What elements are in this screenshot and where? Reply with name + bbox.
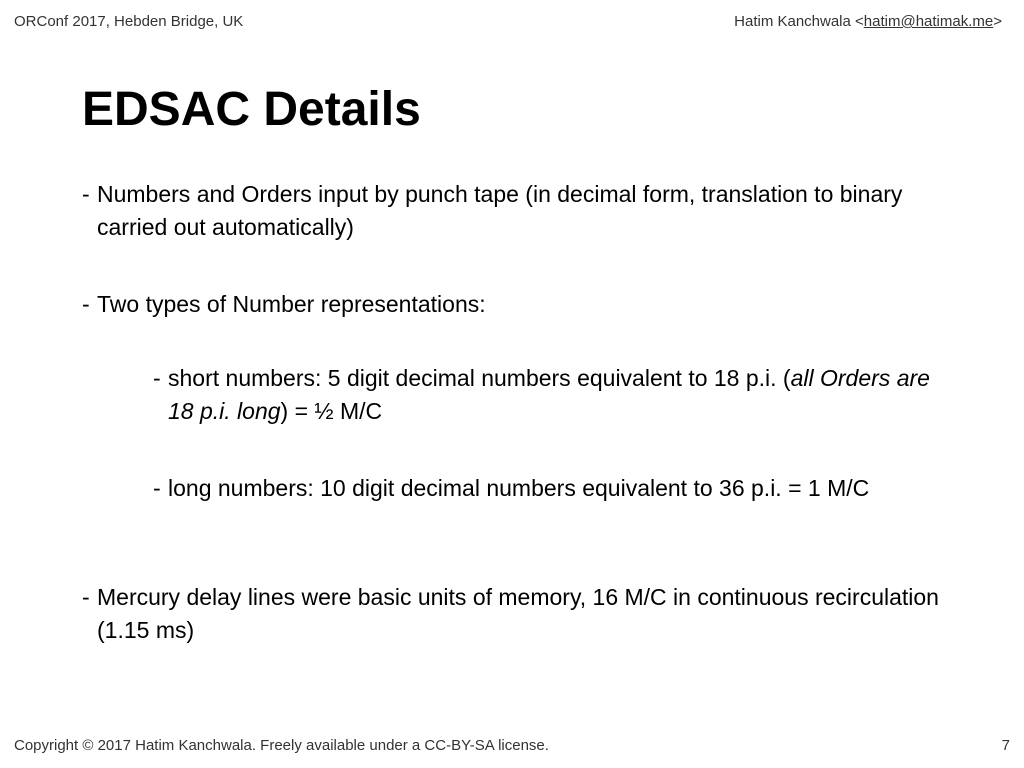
bullet-text: Mercury delay lines were basic units of memory, 16 M/C in continuous recirculation (1.15 ms) (97, 584, 939, 643)
bullet-text-italic: all Orders are 18 p.i. long (168, 365, 930, 424)
sub-bullet-long-numbers (153, 472, 958, 505)
header-event: ORConf 2017, Hebden Bridge, UK (14, 13, 244, 30)
bullet-text (168, 365, 930, 424)
bullet-text-start: short numbers: 5 digit decimal numbers equivalent to 18 p.i. ( (168, 365, 791, 391)
bullet-text: Numbers and Orders input by punch tape (in decimal form, translation to binary carried out automatically) (97, 181, 903, 240)
author-email-link[interactable]: hatim@hatimak.me (863, 13, 994, 30)
bullet-punch-tape (82, 178, 957, 244)
header-author-suffix: > (993, 13, 1002, 30)
bullet-dash: - (82, 181, 90, 207)
footer-copyright: Copyright © 2017 Hatim Kanchwala. Freely available under a CC-BY-SA license. (14, 737, 549, 754)
page-number: 7 (1001, 737, 1010, 754)
slide-title: EDSAC Details (82, 83, 421, 136)
bullet-dash: - (82, 584, 90, 610)
bullet-text-end: ) = ½ M/C (280, 398, 383, 424)
bullet-mercury-delay-lines (82, 581, 957, 647)
bullet-dash: - (153, 475, 161, 501)
sub-bullet-short-numbers (153, 362, 958, 428)
bullet-text: long numbers: 10 digit decimal numbers equivalent to 36 p.i. = 1 M/C (168, 475, 870, 501)
header-author (734, 13, 1002, 30)
bullet-dash: - (82, 291, 90, 317)
bullet-number-representations (82, 288, 957, 321)
bullet-text: Two types of Number representations: (97, 291, 486, 317)
header-author-prefix: Hatim Kanchwala < (734, 13, 864, 30)
bullet-dash: - (153, 365, 161, 391)
